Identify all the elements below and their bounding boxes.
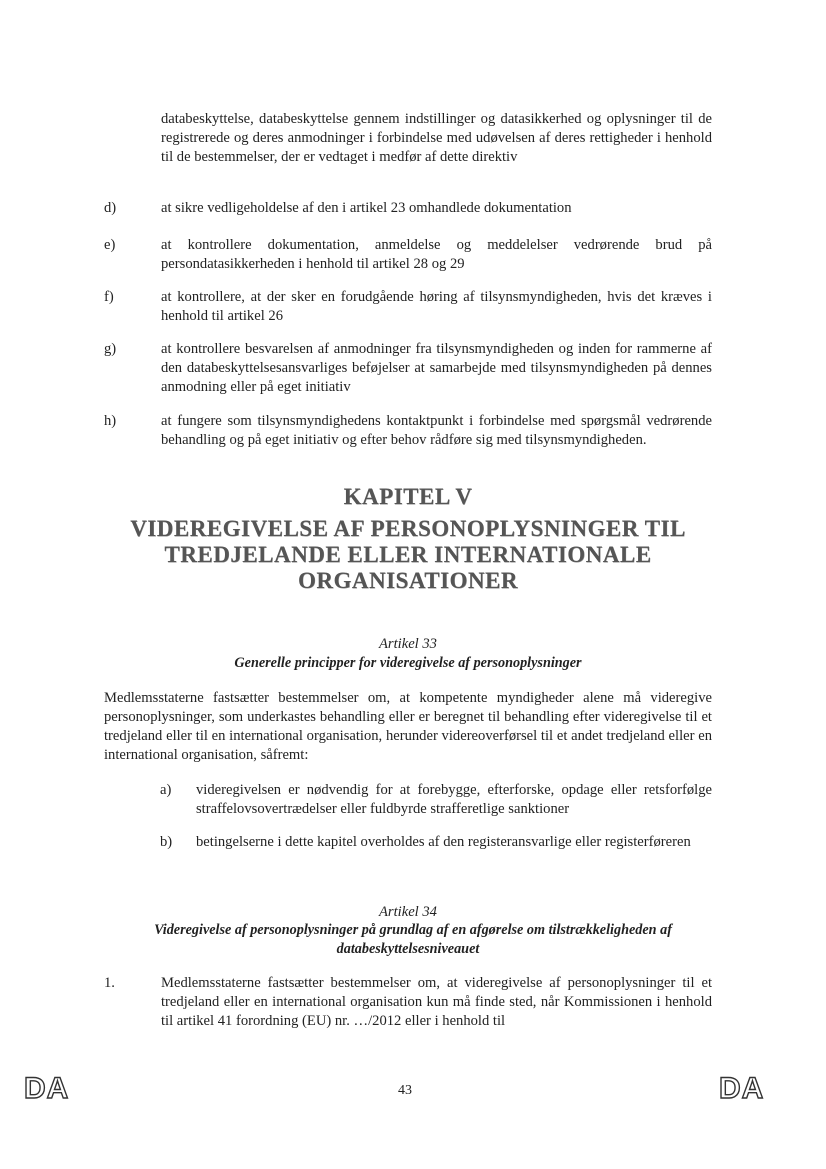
list-item-text-f: at kontrollere, at der sker en forudgående høring af tilsynsmyndigheden, hvis det kræves i henhold til artikel 26 <box>161 289 712 324</box>
list-item-label-g: g) <box>104 341 117 357</box>
list-item-text-h: at fungere som tilsynsmyndighedens kontaktpunkt i forbindelse med spørgsmål vedrørende behandling og på eget initiativ og efter behov rådføre sig med tilsynsmyndigheden. <box>161 413 712 448</box>
list-item-text-d: at sikre vedligeholdelse af den i artikel 23 omhandlede dokumentation <box>161 200 572 216</box>
intro-continued-paragraph: databeskyttelse, databeskyttelse gennem indstillinger og datasikkerhed og oplysninger til de registrerede og deres anmodninger i forbindelse med udøvelsen af deres rettigheder i henhold til de bestemmelser, der er vedtaget i medfør af dette direktiv <box>161 111 712 165</box>
chapter-title-line-1: VIDEREGIVELSE AF PERSONOPLYSNINGER TIL <box>130 516 686 541</box>
article-33-body: Medlemsstaterne fastsætter bestemmelser om, at kompetente myndigheder alene må videregive personoplysninger, som underkastes behandling eller er beregnet til behandling efter videregivelse til et tredjeland eller til en international organisation, herunder videreoverførsel til et andet tredjeland eller en international organisation, såfremt: <box>104 690 712 763</box>
language-code-left: DA <box>24 1072 70 1105</box>
article-33-item-text-a: videregivelsen er nødvendig for at forebygge, efterforske, opdage eller retsforfølge straffelovsovertrædelser eller fuldbyrde strafferetlige sanktioner <box>196 782 712 817</box>
list-item-label-d: d) <box>104 200 117 216</box>
language-code-right: DA <box>719 1072 765 1105</box>
list-item-label-h: h) <box>104 413 117 429</box>
list-item-label-f: f) <box>104 289 114 305</box>
page-number: 43 <box>398 1083 412 1098</box>
list-item-label-e: e) <box>104 237 116 253</box>
article-33-item-label-a: a) <box>160 782 172 798</box>
article-34-title-line-1: Videregivelse af personoplysninger på grundlag af en afgørelse om tilstrækkeligheden af <box>154 922 672 938</box>
article-33-title: Generelle principper for videregivelse af personoplysninger <box>234 655 582 671</box>
article-34-item-label-1: 1. <box>104 975 115 991</box>
article-33-item-label-b: b) <box>160 834 173 850</box>
list-item-text-g: at kontrollere besvarelsen af anmodninger fra tilsynsmyndigheden og inden for rammerne af den databeskyttelsesansvarliges beføjelser at samarbejde med tilsynsmyndigheden på dennes anmodning eller på eget initiativ <box>161 341 712 395</box>
article-33-item-text-b: betingelserne i dette kapitel overholdes af den registeransvarlige eller registerføreren <box>196 834 691 850</box>
list-item-text-e: at kontrollere dokumentation, anmeldelse og meddelelser vedrørende brud på persondatasikkerheden i henhold til artikel 28 og 29 <box>161 237 712 272</box>
chapter-title-line-2: TREDJELANDE ELLER INTERNATIONALE <box>164 542 652 567</box>
article-34-number: Artikel 34 <box>379 904 437 920</box>
article-34-item-text-1: Medlemsstaterne fastsætter bestemmelser om, at videregivelse af personoplysninger til et tredjeland eller en international organisation kun må finde sted, når Kommissionen i henhold til artikel 41 forordning (EU) nr. …/2012 eller i henhold til <box>161 975 712 1029</box>
chapter-title-line-3: ORGANISATIONER <box>298 568 518 593</box>
chapter-number: KAPITEL V <box>343 484 473 509</box>
article-34-title-line-2: databeskyttelsesniveauet <box>336 941 480 957</box>
article-33-number: Artikel 33 <box>379 636 437 652</box>
